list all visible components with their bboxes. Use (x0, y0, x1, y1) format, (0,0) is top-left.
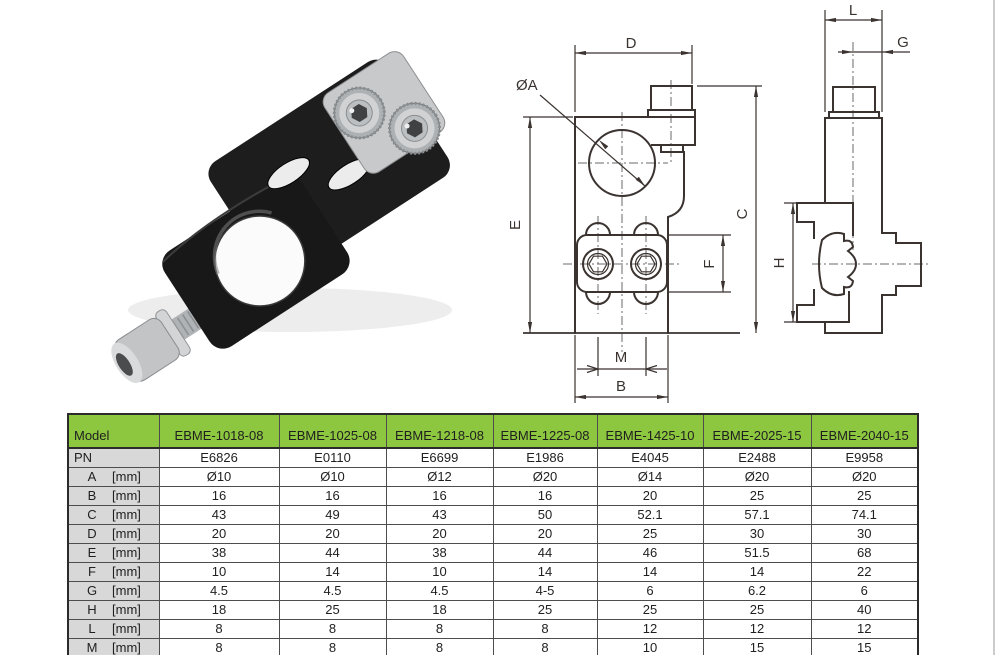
value-cell: E4045 (597, 448, 703, 467)
row-unit-label: [mm] (112, 469, 141, 484)
dim-label-m: M (614, 349, 628, 366)
row-label (68, 505, 159, 524)
table-row (68, 619, 918, 638)
value-cell: 68 (811, 543, 918, 562)
table-row (68, 524, 918, 543)
row-unit-label: [mm] (112, 507, 141, 522)
value-cell: 20 (493, 524, 597, 543)
value-cell: 44 (279, 543, 386, 562)
value-cell: 18 (159, 600, 279, 619)
value-cell: 25 (493, 600, 597, 619)
table-row (68, 581, 918, 600)
table-row (68, 505, 918, 524)
model-header-cell: Model (68, 414, 159, 448)
model-column-header: EBME-2025-15 (703, 414, 811, 448)
table-row (68, 600, 918, 619)
value-cell: 16 (279, 486, 386, 505)
value-cell: 8 (386, 619, 493, 638)
value-cell: E1986 (493, 448, 597, 467)
spec-table-header (68, 414, 918, 448)
value-cell: 51.5 (703, 543, 811, 562)
value-cell: 25 (279, 600, 386, 619)
value-cell: E6826 (159, 448, 279, 467)
row-label (68, 562, 159, 581)
value-cell: Ø20 (493, 467, 597, 486)
value-cell: 8 (493, 619, 597, 638)
value-cell: 30 (703, 524, 811, 543)
value-cell: 25 (811, 486, 918, 505)
dim-label-dia-a: ØA (516, 77, 538, 94)
table-row (68, 448, 918, 467)
value-cell: 8 (386, 638, 493, 655)
value-cell: 38 (159, 543, 279, 562)
value-cell: 14 (703, 562, 811, 581)
value-cell: Ø10 (159, 467, 279, 486)
value-cell: 15 (703, 638, 811, 655)
row-unit-label: [mm] (112, 488, 141, 503)
table-row (68, 638, 918, 655)
value-cell: 74.1 (811, 505, 918, 524)
value-cell: 25 (703, 486, 811, 505)
row-label (68, 619, 159, 638)
value-cell: 12 (703, 619, 811, 638)
value-cell: 14 (279, 562, 386, 581)
value-cell: 4.5 (279, 581, 386, 600)
model-column-header: EBME-1425-10 (597, 414, 703, 448)
value-cell: 16 (159, 486, 279, 505)
value-cell: 6.2 (703, 581, 811, 600)
value-cell: E2488 (703, 448, 811, 467)
dim-label-e: E (507, 219, 524, 231)
model-column-header: EBME-2040-15 (811, 414, 918, 448)
row-unit-label: [mm] (112, 545, 141, 560)
row-unit-label: [mm] (112, 639, 141, 655)
value-cell: 46 (597, 543, 703, 562)
table-row (68, 543, 918, 562)
value-cell: 57.1 (703, 505, 811, 524)
value-cell: 6 (597, 581, 703, 600)
table-row (68, 467, 918, 486)
row-dim-label: B (87, 488, 97, 503)
value-cell: 15 (811, 638, 918, 655)
table-row (68, 562, 918, 581)
value-cell: 8 (159, 638, 279, 655)
row-dim-label: D (87, 526, 97, 541)
row-dim-label: F (88, 564, 96, 579)
value-cell: 38 (386, 543, 493, 562)
dim-label-g: G (897, 34, 909, 51)
row-label (68, 486, 159, 505)
value-cell: 4.5 (386, 581, 493, 600)
value-cell: 20 (159, 524, 279, 543)
row-dim-label: C (87, 507, 97, 522)
value-cell: 25 (703, 600, 811, 619)
dim-label-f: F (701, 259, 718, 269)
value-cell: 52.1 (597, 505, 703, 524)
value-cell: 40 (811, 600, 918, 619)
dim-label-c: C (734, 208, 751, 220)
spec-table (67, 413, 919, 655)
spec-table-body (68, 448, 918, 655)
value-cell: 10 (159, 562, 279, 581)
value-cell: Ø14 (597, 467, 703, 486)
value-cell: 4-5 (493, 581, 597, 600)
row-label (68, 448, 159, 467)
dim-label-d: D (625, 35, 637, 52)
value-cell: 16 (493, 486, 597, 505)
value-cell: E9958 (811, 448, 918, 467)
product-photo (52, 44, 485, 405)
row-dim-label: G (86, 583, 98, 598)
header-row (68, 414, 918, 448)
table-row (68, 486, 918, 505)
value-cell: E6699 (386, 448, 493, 467)
row-unit-label: [mm] (112, 564, 141, 579)
value-cell: 16 (386, 486, 493, 505)
value-cell: 22 (811, 562, 918, 581)
value-cell: 43 (386, 505, 493, 524)
row-dim-label: E (87, 545, 97, 560)
value-cell: 4.5 (159, 581, 279, 600)
value-cell: 8 (279, 638, 386, 655)
value-cell: E0110 (279, 448, 386, 467)
page-edge-line (993, 0, 995, 655)
value-cell: 30 (811, 524, 918, 543)
value-cell: 14 (597, 562, 703, 581)
model-column-header: EBME-1218-08 (386, 414, 493, 448)
row-dim-label: M (86, 639, 98, 655)
value-cell: 44 (493, 543, 597, 562)
model-column-header: EBME-1018-08 (159, 414, 279, 448)
value-cell: Ø20 (811, 467, 918, 486)
row-unit-label: [mm] (112, 526, 141, 541)
value-cell: 50 (493, 505, 597, 524)
value-cell: 20 (597, 486, 703, 505)
model-column-header: EBME-1225-08 (493, 414, 597, 448)
value-cell: 18 (386, 600, 493, 619)
value-cell: 6 (811, 581, 918, 600)
value-cell: 12 (811, 619, 918, 638)
value-cell: 49 (279, 505, 386, 524)
value-cell: 25 (597, 524, 703, 543)
dim-label-l: L (848, 2, 858, 19)
value-cell: 43 (159, 505, 279, 524)
side-view-drawing (771, 2, 928, 333)
row-label (68, 524, 159, 543)
value-cell: Ø20 (703, 467, 811, 486)
value-cell: 14 (493, 562, 597, 581)
value-cell: 8 (279, 619, 386, 638)
dim-label-b: B (615, 378, 627, 395)
value-cell: Ø12 (386, 467, 493, 486)
value-cell: 8 (159, 619, 279, 638)
row-label (68, 543, 159, 562)
value-cell: Ø10 (279, 467, 386, 486)
front-view-drawing (507, 35, 762, 403)
row-label (68, 600, 159, 619)
row-dim-label: A (87, 469, 97, 484)
dim-label-h: H (771, 257, 788, 269)
value-cell: 25 (597, 600, 703, 619)
row-label (68, 638, 159, 655)
row-label (68, 581, 159, 600)
row-unit-label: [mm] (112, 583, 141, 598)
row-label (68, 467, 159, 486)
row-dim-label: L (88, 621, 96, 636)
row-unit-label: [mm] (112, 621, 141, 636)
value-cell: 10 (597, 638, 703, 655)
row-dim-label: PN (74, 450, 93, 466)
value-cell: 12 (597, 619, 703, 638)
clamp-screw-head-side (833, 87, 875, 112)
value-cell: 8 (493, 638, 597, 655)
value-cell: 10 (386, 562, 493, 581)
row-dim-label: H (87, 602, 97, 617)
model-column-header: EBME-1025-08 (279, 414, 386, 448)
row-unit-label: [mm] (112, 602, 141, 617)
value-cell: 20 (279, 524, 386, 543)
value-cell: 20 (386, 524, 493, 543)
